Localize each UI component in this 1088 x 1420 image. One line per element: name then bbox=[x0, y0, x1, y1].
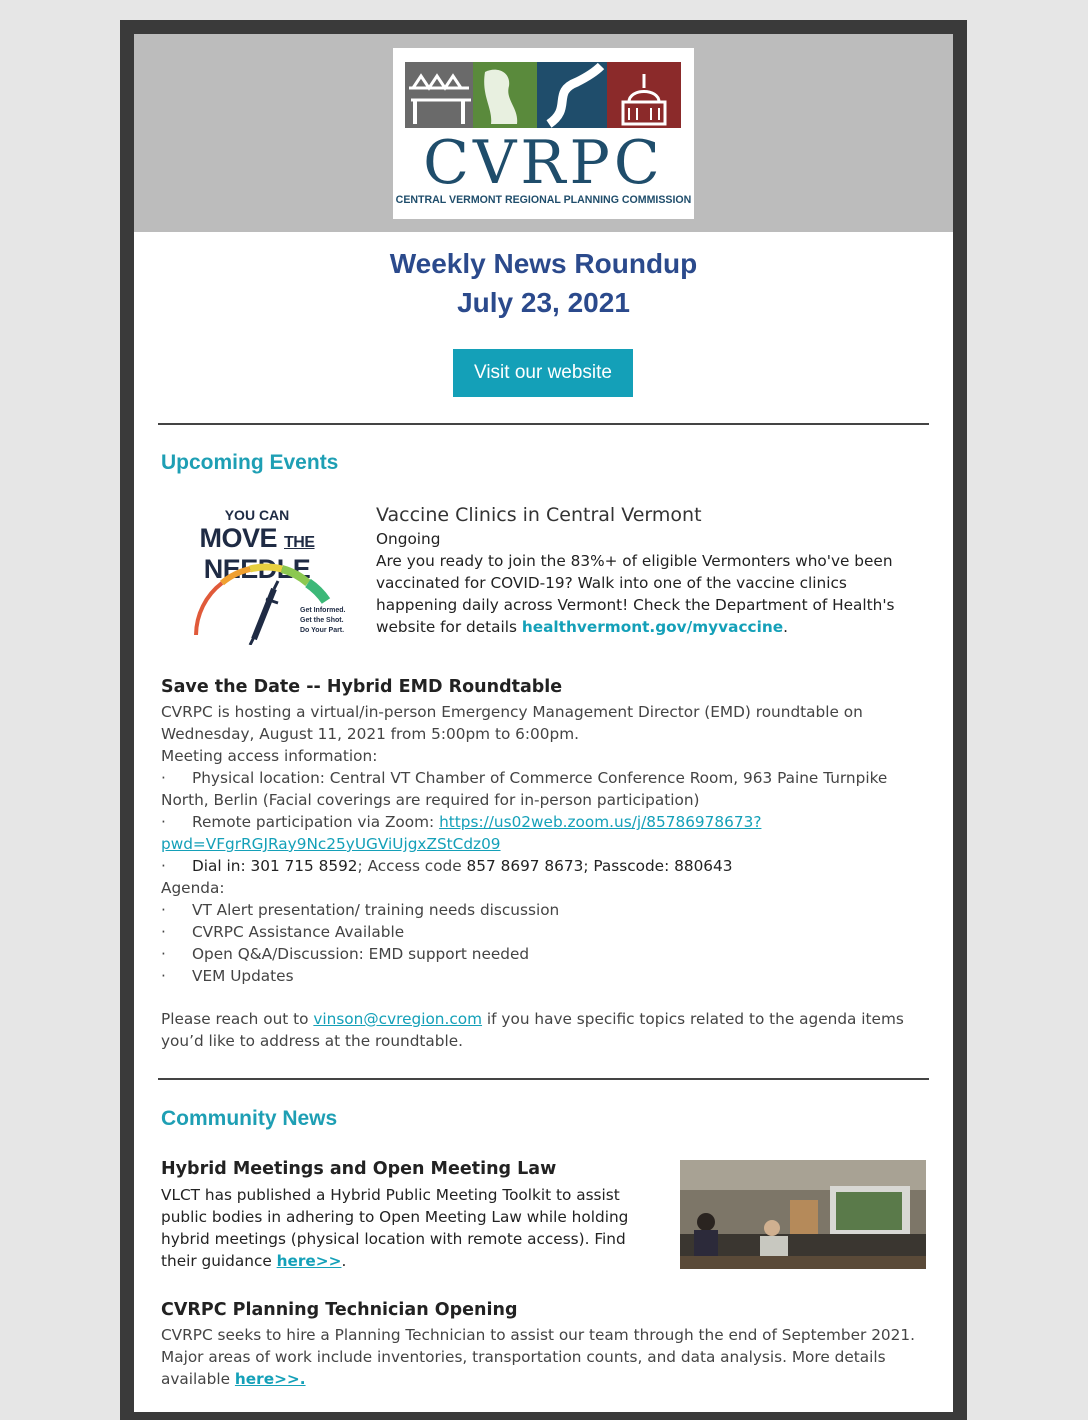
planning-technician-link[interactable]: here>>. bbox=[234, 1370, 306, 1388]
zoom-link[interactable]: https://us02web.zoom.us/j/85786978673? bbox=[439, 813, 762, 831]
newsletter-title: Weekly News Roundup bbox=[389, 248, 698, 279]
vaccine-clinics-title: Vaccine Clinics in Central Vermont bbox=[376, 504, 702, 526]
physical-location: · Physical location: Central VT Chamber of Commerce Conference Room, 963 Paine Turnpike North, Berlin (Facial coverings are required for in-person participation) bbox=[161, 769, 888, 809]
zoom-link-continued bbox=[161, 833, 921, 855]
cvrpc-logo[interactable] bbox=[393, 48, 694, 219]
emd-intro: CVRPC is hosting a virtual/in-person Emergency Management Director (EMD) roundtable on Wednesday, August 11, 2021 from 5:00pm to 6:00pm. bbox=[161, 703, 863, 743]
healthvermont-link[interactable]: healthvermont.gov/myvaccine bbox=[521, 618, 784, 636]
agenda-item: · VEM Updates bbox=[161, 967, 294, 985]
hybrid-meetings-text: VLCT has published a Hybrid Public Meeting Toolkit to assist public bodies in adhering to Open Meeting Law while holding hybrid meetings (physical location with remote access). Find their guidance here>>. bbox=[161, 1186, 629, 1270]
planning-technician-title: CVRPC Planning Technician Opening bbox=[161, 1300, 518, 1320]
hybrid-meetings-title: Hybrid Meetings and Open Meeting Law bbox=[161, 1159, 557, 1179]
vaccine-status: Ongoing bbox=[376, 530, 441, 548]
image-text-line1: YOU CAN bbox=[224, 507, 290, 523]
vaccine-description: Are you ready to join the 83%+ of eligible Vermonters who've been vaccinated for COVID-19? Walk into one of the vaccine clinics happening daily across Vermont! Check the Department of Health's website for details healthvermont.gov/myvaccine. bbox=[376, 552, 895, 636]
divider bbox=[158, 1078, 929, 1080]
emd-details bbox=[161, 701, 921, 1052]
logo-acronym: CVRPC bbox=[423, 128, 664, 198]
contact-email-link[interactable]: vinson@cvregion.com bbox=[313, 1010, 483, 1028]
meeting-access-label: Meeting access information: bbox=[161, 747, 378, 765]
agenda-item: · Open Q&A/Discussion: EMD support needed bbox=[161, 945, 530, 963]
newsletter-date: July 23, 2021 bbox=[457, 287, 630, 318]
divider bbox=[158, 423, 929, 425]
visit-website-button[interactable]: Visit our website bbox=[453, 349, 633, 397]
planning-technician-text: CVRPC seeks to hire a Planning Technician to assist our team through the end of September 2021. Major areas of work include inventories, transportation counts, and data analysis. More details available here>>. bbox=[161, 1326, 915, 1388]
remote-participation: · Remote participation via Zoom: https://us02web.zoom.us/j/85786978673? bbox=[161, 813, 762, 831]
image-text-line2: MOVE THE NEEDLE bbox=[199, 523, 315, 584]
zoom-link-part2[interactable]: pwd=VFgrRGJRay9Nc25yUGViUjgxZStCdz09 bbox=[161, 835, 501, 853]
agenda-item: · CVRPC Assistance Available bbox=[161, 923, 405, 941]
agenda-item: · VT Alert presentation/ training needs discussion bbox=[161, 901, 560, 919]
hybrid-meeting-photo[interactable] bbox=[680, 1160, 926, 1269]
logo-full-name: CENTRAL VERMONT REGIONAL PLANNING COMMISSION bbox=[395, 194, 692, 206]
hybrid-guidance-link[interactable]: here>> bbox=[276, 1252, 342, 1270]
emd-roundtable-title: Save the Date -- Hybrid EMD Roundtable bbox=[161, 677, 563, 697]
community-news-heading: Community News bbox=[161, 1107, 338, 1130]
dial-in: · Dial in: 301 715 8592; Access code 857 8697 8673; Passcode: 880643 bbox=[161, 857, 733, 875]
upcoming-events-heading: Upcoming Events bbox=[161, 451, 339, 474]
image-slogan: Get Informed. Get the Shot. Do Your Part. bbox=[300, 607, 346, 634]
move-the-needle-image[interactable] bbox=[162, 505, 362, 645]
contact-note: Please reach out to vinson@cvregion.com if you have specific topics related to the agenda items you’d like to address at the roundtable. bbox=[161, 1010, 904, 1050]
agenda-label: Agenda: bbox=[161, 879, 225, 897]
meeting-room-graphic bbox=[680, 1160, 926, 1269]
